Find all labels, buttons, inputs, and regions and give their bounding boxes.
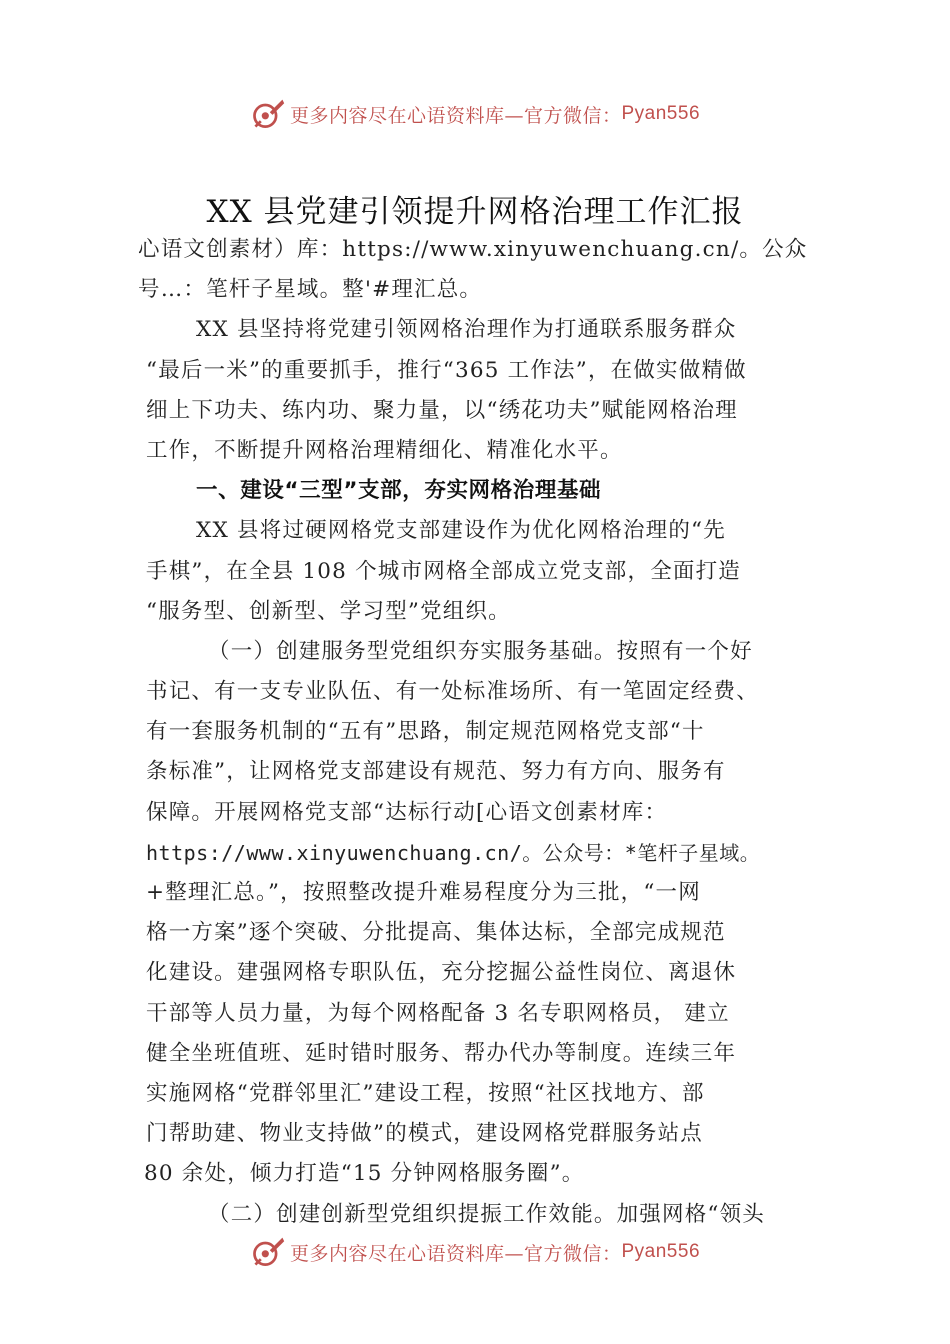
pen-logo-icon bbox=[250, 1234, 286, 1270]
text-line: 健全坐班值班、延时错时服务、帮办代办等制度。连续三年 bbox=[146, 1040, 737, 1066]
watermark-wechat-id: Pyan556 bbox=[621, 103, 701, 124]
section-heading: 一、建设“三型”支部，夯实网格治理基础 bbox=[196, 478, 602, 504]
watermark-text: 更多内容尽在心语资料库—官方微信： bbox=[289, 1242, 622, 1265]
watermark-text: 更多内容尽在心语资料库—官方微信： bbox=[289, 104, 622, 127]
text-line: 80 余处，倾力打造“15 分钟网格服务圈”。 bbox=[144, 1161, 585, 1187]
text-line: 书记、有一支专业队伍、有一处标准场所、有一笔固定经费、 bbox=[146, 679, 759, 705]
watermark-banner-bottom bbox=[0, 1232, 950, 1272]
text-line: 实施网格“党群邻里汇”建设工程，按照“社区找地方、部 bbox=[146, 1080, 705, 1106]
watermark-banner-top bbox=[0, 94, 950, 134]
text-line: 细上下功夫、练内功、聚力量，以“绣花功夫”赋能网格治理 bbox=[146, 397, 738, 423]
text-line: 手棋”，在全县 108 个城市网格全部成立党支部，全面打造 bbox=[146, 558, 741, 584]
paragraph-start: XX 县坚持将党建引领网格治理作为打通联系服务群众 bbox=[196, 317, 737, 343]
text-line: 化建设。建强网格专职队伍，充分挖掘公益性岗位、离退休 bbox=[146, 960, 737, 986]
text-line: 有一套服务机制的“五有”思路，制定规范网格党支部“十 bbox=[146, 719, 705, 745]
text-line: https://www.xinyuwenchuang.cn/。公众号：*笔杆子星域。 bbox=[146, 840, 761, 865]
watermark-wechat-id: Pyan556 bbox=[621, 1241, 701, 1262]
pen-logo-icon bbox=[250, 96, 286, 132]
text-line: 心语文创素材）库：https://www.xinyuwenchuang.cn/。公众 bbox=[138, 237, 808, 262]
text-line: “最后一米”的重要抓手，推行“365 工作法”，在做实做精做 bbox=[146, 357, 747, 383]
paragraph-start: （一）创建服务型党组织夯实服务基础。按照有一个好 bbox=[208, 638, 753, 664]
text-line: 工作，不断提升网格治理精细化、精准化水平。 bbox=[146, 437, 623, 463]
text-line: +整理汇总。”，按照整改提升难易程度分为三批，“一网 bbox=[146, 880, 701, 905]
text-line: 保障。开展网格党支部“达标行动[心语文创素材库： bbox=[146, 799, 668, 825]
text-line: 条标准”，让网格党支部建设有规范、努力有方向、服务有 bbox=[146, 759, 726, 785]
document-title: XX 县党建引领提升网格治理工作汇报 bbox=[206, 194, 744, 230]
document-body bbox=[138, 230, 826, 1235]
text-line: 门帮助建、物业支持做”的模式，建设网格党群服务站点 bbox=[146, 1121, 703, 1147]
text-line: 干部等人员力量，为每个网格配备 3 名专职网格员， 建立 bbox=[146, 1000, 730, 1026]
text-line: “服务型、创新型、学习型”党组织。 bbox=[146, 598, 511, 624]
text-line: 格一方案”逐个突破、分批提高、集体达标，全部完成规范 bbox=[146, 920, 726, 946]
paragraph-start: （二）创建创新型党组织提振工作效能。加强网格“领头 bbox=[208, 1201, 765, 1227]
paragraph-start: XX 县将过硬网格党支部建设作为优化网格治理的“先 bbox=[196, 518, 726, 544]
text-line: 号…：笔杆子星域。整'#理汇总。 bbox=[138, 277, 483, 303]
